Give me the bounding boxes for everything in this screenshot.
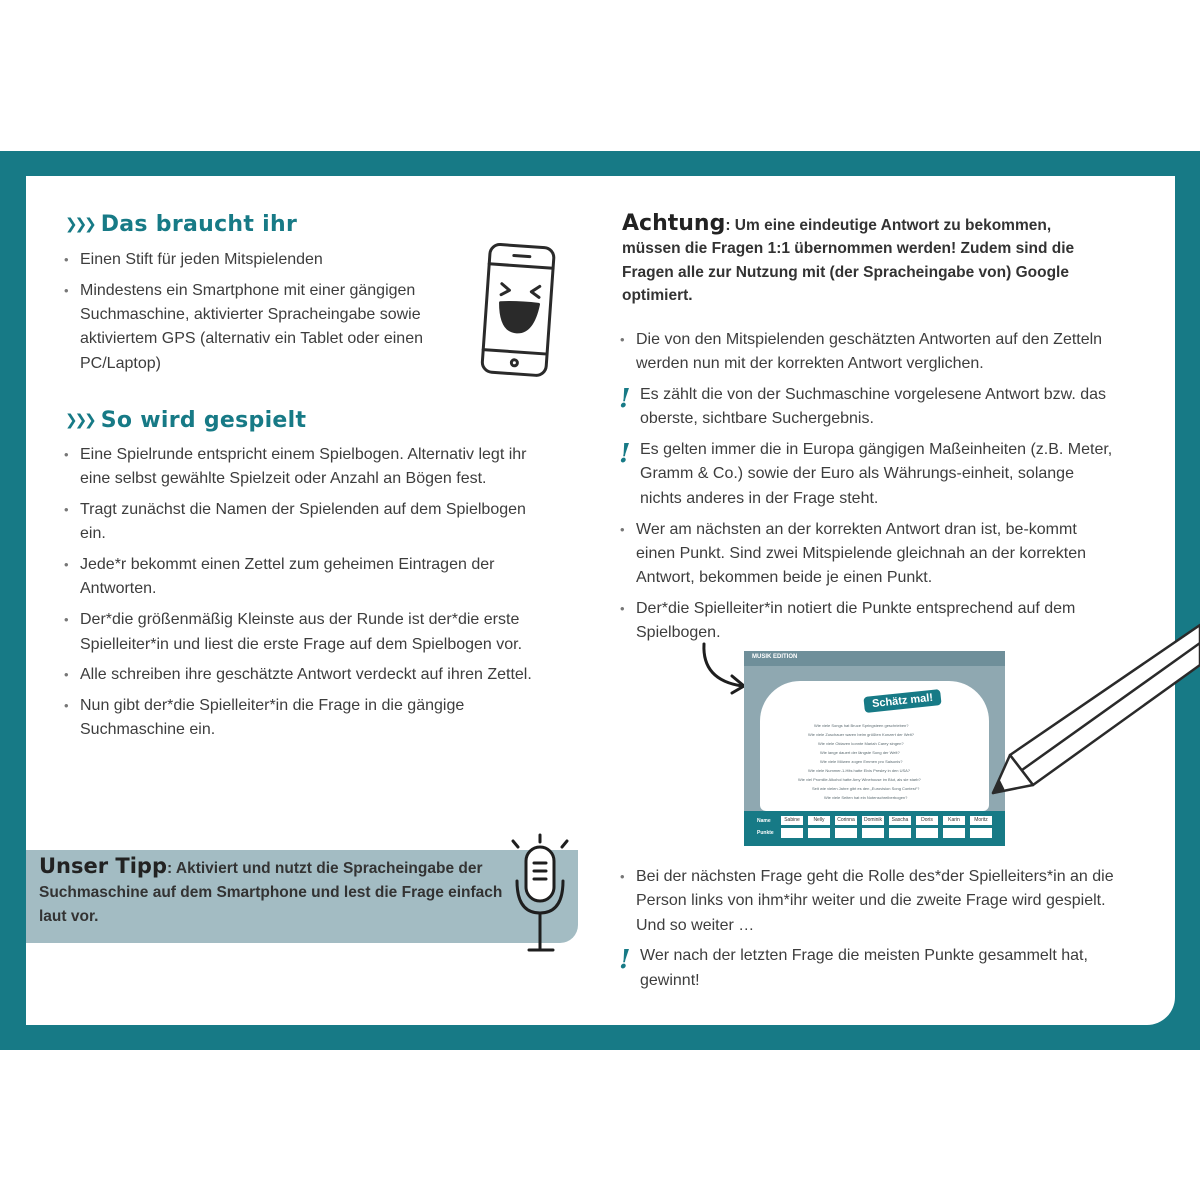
- spielbogen-question: Wie viele Songs hat Bruce Springsteen geschrieben?: [814, 723, 909, 728]
- spielbogen-player-name: Sascha: [889, 816, 911, 825]
- pencil-icon: [985, 615, 1200, 800]
- spielbogen-logo: Schätz mal!: [863, 689, 941, 713]
- spielbogen-topbar: [744, 651, 1005, 666]
- list-gespielt: [64, 443, 534, 749]
- spielbogen-row-label: Punkte: [757, 830, 774, 836]
- triple-chevron-icon: ❯❯❯: [65, 411, 94, 429]
- spielbogen-player-name: Dominik: [863, 817, 883, 823]
- spielbogen-question: Wie viele Zuschauer waren beim größten Konzert der Welt?: [808, 732, 914, 737]
- bullet-item: • Der*die größenmäßig Kleinste aus der Runde ist der*die erste Spielleiter*in und liest die erste Frage auf dem Spielbogen vor.: [64, 608, 534, 657]
- spielbogen-question: Wie lange dauert der längste Song der Welt?: [820, 750, 900, 755]
- spielbogen-question: Wie viele Nummer-1-Hits hatte Elvis Presley in den USA?: [808, 768, 911, 773]
- list-right-1: [620, 328, 1115, 652]
- spielbogen-question: Wie viele Seiten hat ein Notenschreiberbogen?: [824, 795, 908, 800]
- spielbogen-player-name: Nelly: [808, 816, 830, 825]
- bullet-item: • Die von den Mitspielenden geschätzten Antworten auf den Zetteln werden nun mit der korrekten Antwort verglichen.: [620, 328, 1115, 377]
- spielbogen-question: Wie viel Promille Alkohol hatte Amy Winehouse im Blut, als sie starb?: [798, 777, 921, 782]
- spielbogen-player-name: Moritz: [970, 816, 992, 825]
- spielbogen-question-card: [760, 681, 989, 811]
- bullet-item: • Alle schreiben ihre geschätzte Antwort verdeckt auf ihren Zettel.: [64, 663, 534, 687]
- note-item: ! Wer nach der letzten Frage die meisten Punkte gesammelt hat, gewinnt!: [620, 944, 1125, 993]
- list-right-2: [620, 865, 1125, 999]
- spielbogen-player-name: Corinna: [835, 816, 857, 825]
- spielbogen-score-box: [889, 828, 911, 838]
- spielbogen-score-box: [943, 828, 965, 838]
- spielbogen-player-name: Sabine: [781, 816, 803, 825]
- spielbogen-score-box: [862, 828, 884, 838]
- bullet-item: • Tragt zunächst die Namen der Spielenden auf dem Spielbogen ein.: [64, 498, 534, 547]
- bullet-item: • Eine Spielrunde entspricht einem Spielbogen. Alternativ legt ihr eine selbst gewählte Spielzeit oder Anzahl an Bögen fest.: [64, 443, 534, 492]
- spielbogen-score-box: [808, 828, 830, 838]
- bullet-item: • Der*die Spielleiter*in notiert die Punkte entsprechend auf dem Spielbogen.: [620, 597, 1115, 646]
- spielbogen-question: Seit wie vielen Jahre gibt es den „Eurovision Song Contest“?: [812, 786, 920, 791]
- bullet-item: • Mindestens ein Smartphone mit einer gängigen Suchmaschine, aktivierter Spracheingabe sowie aktiviertem GPS (alternativ ein Tablet oder einen PC/Laptop): [64, 279, 464, 376]
- spielbogen-question: Wie viele Oktaven konnte Mariah Carey singen?: [818, 741, 904, 746]
- spielbogen-row-label: Name: [757, 818, 771, 824]
- bullet-item: • Einen Stift für jeden Mitspielenden: [64, 248, 464, 272]
- achtung-note: Achtung: Um eine eindeutige Antwort zu bekommen, müssen die Fragen 1:1 übernommen werden! Zudem sind die Fragen alle zur Nutzung mit (der Spracheingabe von) Google optimiert.: [622, 211, 1075, 305]
- note-item: ! Es zählt die von der Suchmaschine vorgelesene Antwort bzw. das oberste, sichtbare Suchergebnis.: [620, 383, 1115, 432]
- spielbogen-edition: MUSIK EDITION: [752, 654, 798, 660]
- microphone-icon: [505, 833, 575, 958]
- bullet-item: • Bei der nächsten Frage geht die Rolle des*der Spielleiters*in an die Person links von ihm*ihr weiter und die zweite Frage wird gespielt. Und so weiter …: [620, 865, 1125, 938]
- smartphone-laughing-icon: [474, 240, 564, 382]
- list-braucht: [64, 248, 464, 382]
- bullet-item: • Jede*r bekommt einen Zettel zum geheimen Eintragen der Antworten.: [64, 553, 534, 602]
- tipp-text: Unser Tipp: Aktiviert und nutzt die Spracheingabe der Suchmaschine auf dem Smartphone und lest die Frage einfach laut vor.: [39, 854, 503, 925]
- bullet-item: • Wer am nächsten an der korrekten Antwort dran ist, be-kommt einen Punkt. Sind zwei Mitspielende gleichnah an der korrekten Antwort, bekommen beide je einen Punkt.: [620, 518, 1115, 591]
- note-item: ! Es gelten immer die in Europa gängigen Maßeinheiten (z.B. Meter, Gramm & Co.) sowie der Euro als Währungs-einheit, solange nichts anderes in der Frage steht.: [620, 438, 1115, 511]
- section-heading-gespielt: ❯❯❯ So wird gespielt: [65, 408, 307, 433]
- spielbogen-player-name: Karin: [943, 816, 965, 825]
- spielbogen-preview: [744, 651, 1005, 846]
- spielbogen-player-name: Doris: [916, 816, 938, 825]
- spielbogen-score-box: [970, 828, 992, 838]
- section-heading-braucht: ❯❯❯ Das braucht ihr: [65, 212, 298, 237]
- spielbogen-score-box: [835, 828, 857, 838]
- triple-chevron-icon: ❯❯❯: [65, 215, 94, 233]
- bullet-item: • Nun gibt der*die Spielleiter*in die Frage in die gängige Suchmaschine ein.: [64, 694, 534, 743]
- spielbogen-score-box: [916, 828, 938, 838]
- spielbogen-score-box: [781, 828, 803, 838]
- spielbogen-question: Wie viele Möwen zogen Emmen pro Saisonis?: [820, 759, 903, 764]
